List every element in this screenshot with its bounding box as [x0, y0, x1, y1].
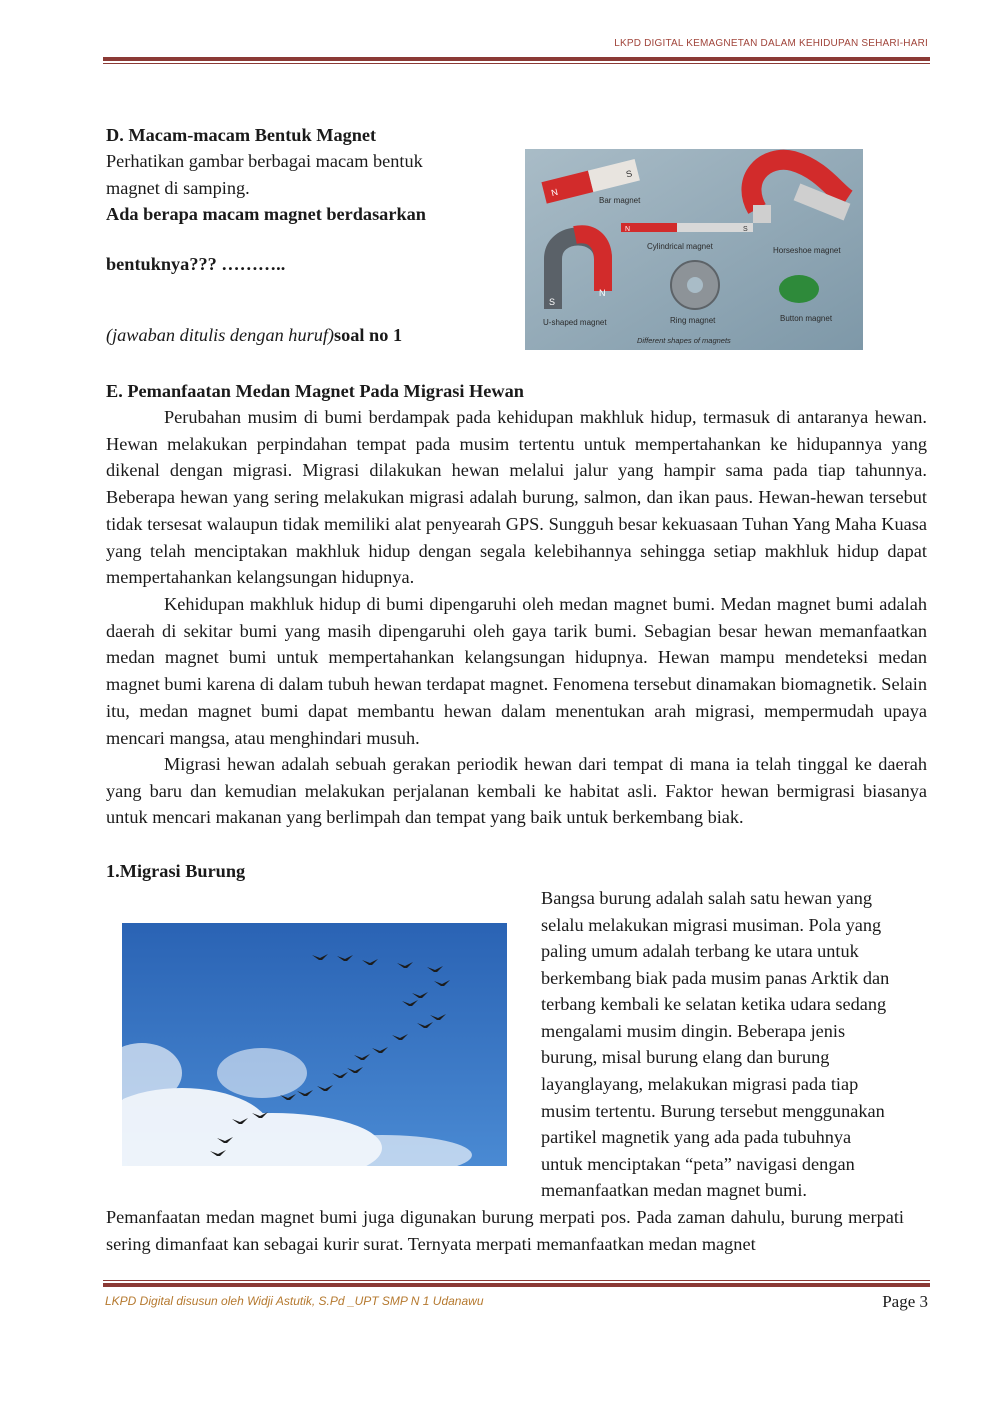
bird-text-line: terbang kembali ke selatan ketika udara sedang	[541, 994, 887, 1014]
section-d-question1: Ada berapa macam magnet berdasarkan	[106, 204, 426, 224]
label-u-shaped-magnet: U-shaped magnet	[543, 318, 607, 327]
bar-magnet-s: S	[624, 168, 634, 180]
label-button-magnet: Button magnet	[780, 314, 833, 323]
bird-text-line: burung, misal burung elang dan burung	[541, 1047, 830, 1067]
svg-text:S: S	[743, 226, 748, 233]
header-rule	[103, 57, 930, 61]
footer-rule	[103, 1283, 930, 1287]
bird-migration-heading: 1.Migrasi Burung	[106, 861, 246, 881]
final-paragraph: Pemanfaatan medan magnet bumi juga digunakan burung merpati pos. Pada zaman dahulu, burung merpati sering dimanfaat kan sebagai kurir surat. Ternyata merpati memanfaatkan medan magnet	[106, 1207, 904, 1254]
bird-text-line: partikel magnetik yang ada pada tubuhnya	[541, 1127, 852, 1147]
header-rule-thin	[103, 63, 930, 64]
footer-rule-thin	[103, 1280, 930, 1281]
section-d-line1: Perhatikan gambar berbagai macam bentuk	[106, 151, 423, 171]
section-d-question2: bentuknya??? ………..	[106, 254, 286, 274]
bird-text-line: selalu melakukan migrasi musiman. Pola yang	[541, 915, 882, 935]
cylindrical-magnet-grey	[677, 223, 753, 232]
bird-text-line: mengalami musim dingin. Beberapa jenis	[541, 1021, 846, 1041]
answer-hint-question: soal no 1	[334, 325, 403, 345]
bird-text-line: memanfaatkan medan magnet bumi.	[541, 1180, 807, 1200]
footer-author: LKPD Digital disusun oleh Widji Astutik, S.Pd _UPT SMP N 1 Udanawu	[105, 1294, 484, 1308]
header-title: LKPD DIGITAL KEMAGNETAN DALAM KEHIDUPAN SEHARI-HARI	[614, 38, 928, 49]
magnet-shapes-image	[525, 149, 863, 350]
page-number: Page 3	[882, 1292, 928, 1311]
label-horseshoe-magnet: Horseshoe magnet	[773, 246, 841, 255]
label-bar-magnet: Bar magnet	[599, 196, 641, 205]
bird-text-line: berkembang biak pada musim panas Arktik dan	[541, 968, 890, 988]
label-ring-magnet: Ring magnet	[670, 316, 716, 325]
section-e-paragraph-2: Kehidupan makhluk hidup di bumi dipengaruhi oleh medan magnet bumi. Medan magnet bumi adalah daerah di sekitar bumi yang masih dipengaruhi oleh gaya tarik bumi. Sebagian besar hewan memanfaatkan medan magnet bumi untuk mempertahankan kelangsungan hidupnya. Hewan mampu mendeteksi medan magnet bumi karena di dalam tubuh hewan terdapat magnet. Fenomena tersebut dinamakan biomagnetik. Selain itu, medan magnet bumi dapat membantu hewan dalam menentukan arah migrasi, mempermudah upaya mencari mangsa, atau menghindari musuh.	[106, 594, 927, 748]
bar-magnet-n: N	[550, 186, 559, 199]
migrating-birds-image	[122, 923, 507, 1166]
section-e-paragraph-1: Perubahan musim di bumi berdampak pada kehidupan makhluk hidup, termasuk di antaranya hewan. Hewan melakukan perpindahan tempat pada musim tertentu untuk mempertahankan ke hidupannya yang dikenal dengan migrasi. Migrasi dilakukan hewan melalui jalur yang hampir sama pada tiap tahunnya. Beberapa hewan yang sering melakukan migrasi adalah burung, salmon, dan ikan paus. Hewan-hewan tersebut tidak tersesat walaupun tidak memiliki alat penyearah GPS. Sungguh besar kekuasaan Tuhan Yang Maha Kuasa yang telah menciptakan makhluk hidup dengan segala kelebihannya sehingga setiap makhluk hidup dapat mempertahankan kelangsungan hidupnya.	[106, 407, 927, 588]
bird-text-line: musim tertentu. Burung tersebut menggunakan	[541, 1101, 885, 1121]
section-d-line2: magnet di samping.	[106, 178, 250, 198]
bird-text-line: paling umum adalah terbang ke utara untuk	[541, 941, 859, 961]
section-e-paragraph-3: Migrasi hewan adalah sebuah gerakan periodik hewan dari tempat di mana ia telah tinggal ke daerah yang baru dan kemudian melakukan perjalanan kembali ke habitat asli. Faktor hewan bermigrasi biasanya untuk mencari makanan yang berlimpah dan tempat yang baik untuk berkembang biak.	[106, 754, 927, 828]
svg-text:N: N	[625, 226, 631, 233]
answer-hint	[106, 322, 402, 349]
bird-text-line: layanglayang, melakukan migrasi pada tiap	[541, 1074, 859, 1094]
svg-text:N: N	[599, 288, 606, 298]
bird-text-line: Bangsa burung adalah salah satu hewan yang	[541, 888, 872, 908]
bird-text-line: untuk menciptakan “peta” navigasi dengan	[541, 1154, 855, 1174]
answer-hint-italic: (jawaban ditulis dengan huruf)	[106, 325, 335, 345]
button-magnet	[779, 275, 819, 303]
section-d-heading: D. Macam-macam Bentuk Magnet	[106, 125, 377, 145]
label-cylindrical-magnet: Cylindrical magnet	[647, 242, 713, 251]
svg-text:S: S	[549, 297, 556, 307]
magnet-image-caption: Different shapes of magnets	[637, 336, 731, 345]
section-e-heading: E. Pemanfaatan Medan Magnet Pada Migrasi Hewan	[106, 381, 524, 401]
